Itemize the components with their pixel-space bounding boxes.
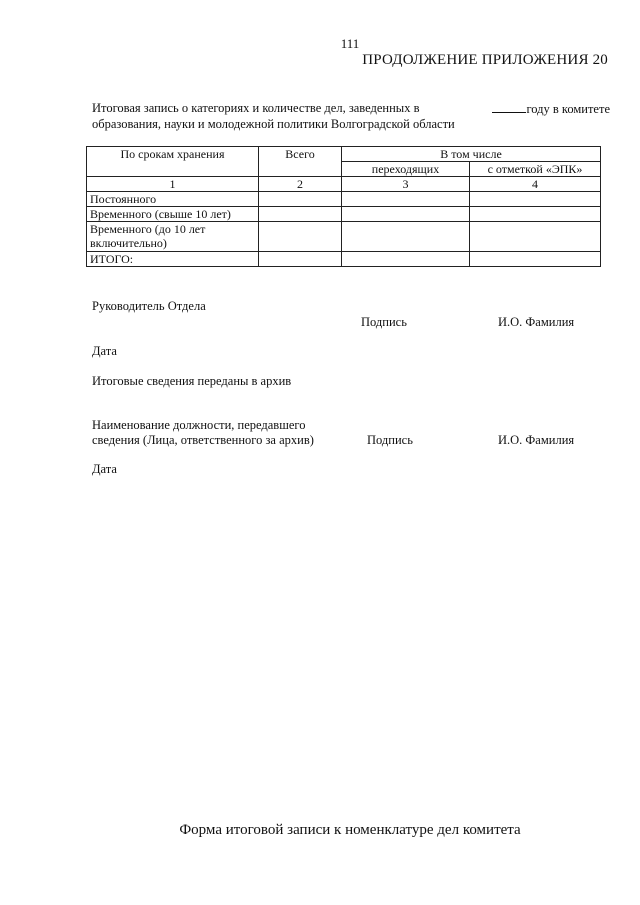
- empty-cell: [470, 192, 601, 207]
- head-of-department-label: Руководитель Отдела: [92, 299, 206, 313]
- empty-cell: [470, 207, 601, 222]
- form-caption: Форма итоговой записи к номенклатуре дел комитета: [179, 822, 521, 838]
- header-carryover: переходящих: [342, 162, 470, 177]
- page-number: 111: [340, 36, 360, 51]
- row-label-permanent: Постоянного: [87, 192, 259, 207]
- intro-text-part2: году в комитете: [526, 102, 610, 116]
- year-blank: [492, 101, 526, 113]
- date-label: Дата: [92, 462, 117, 476]
- signature-label: Подпись: [367, 433, 413, 447]
- empty-cell: [259, 192, 342, 207]
- header-epk: с отметкой «ЭПК»: [470, 162, 601, 177]
- intro-text-line2: образования, науки и молодежной политики Волгоградской области: [92, 117, 455, 131]
- empty-cell: [342, 252, 470, 267]
- row-label-temporary-over-10: Временного (свыше 10 лет): [87, 207, 259, 222]
- summary-table: [86, 146, 601, 267]
- empty-cell: [342, 207, 470, 222]
- empty-cell: [342, 222, 470, 252]
- column-number: 2: [259, 177, 342, 192]
- signature-label: Подпись: [361, 315, 407, 329]
- header-total: Всего: [259, 147, 342, 177]
- empty-cell: [259, 252, 342, 267]
- row-label-total: ИТОГО:: [87, 252, 259, 267]
- empty-cell: [259, 207, 342, 222]
- name-label: И.О. Фамилия: [498, 315, 575, 329]
- empty-cell: [470, 252, 601, 267]
- header-storage-period: По срокам хранения: [87, 147, 259, 177]
- column-number: 1: [87, 177, 259, 192]
- intro-paragraph: [92, 101, 610, 132]
- header-including: В том числе: [342, 147, 601, 162]
- column-number: 4: [470, 177, 601, 192]
- intro-text-part1: Итоговая запись о категориях и количестве дел, заведенных в: [92, 101, 420, 115]
- row-label-temporary-up-to-10: Временного (до 10 лет включительно): [87, 222, 259, 252]
- position-label-line2: сведения (Лица, ответственного за архив): [92, 433, 314, 447]
- empty-cell: [342, 192, 470, 207]
- empty-cell: [259, 222, 342, 252]
- name-label: И.О. Фамилия: [498, 433, 575, 447]
- appendix-title: ПРОДОЛЖЕНИЕ ПРИЛОЖЕНИЯ 20: [362, 52, 608, 68]
- position-label-line1: Наименование должности, передавшего: [92, 418, 306, 432]
- column-number: 3: [342, 177, 470, 192]
- date-label: Дата: [92, 344, 117, 358]
- empty-cell: [470, 222, 601, 252]
- transferred-to-archive-label: Итоговые сведения переданы в архив: [92, 374, 292, 388]
